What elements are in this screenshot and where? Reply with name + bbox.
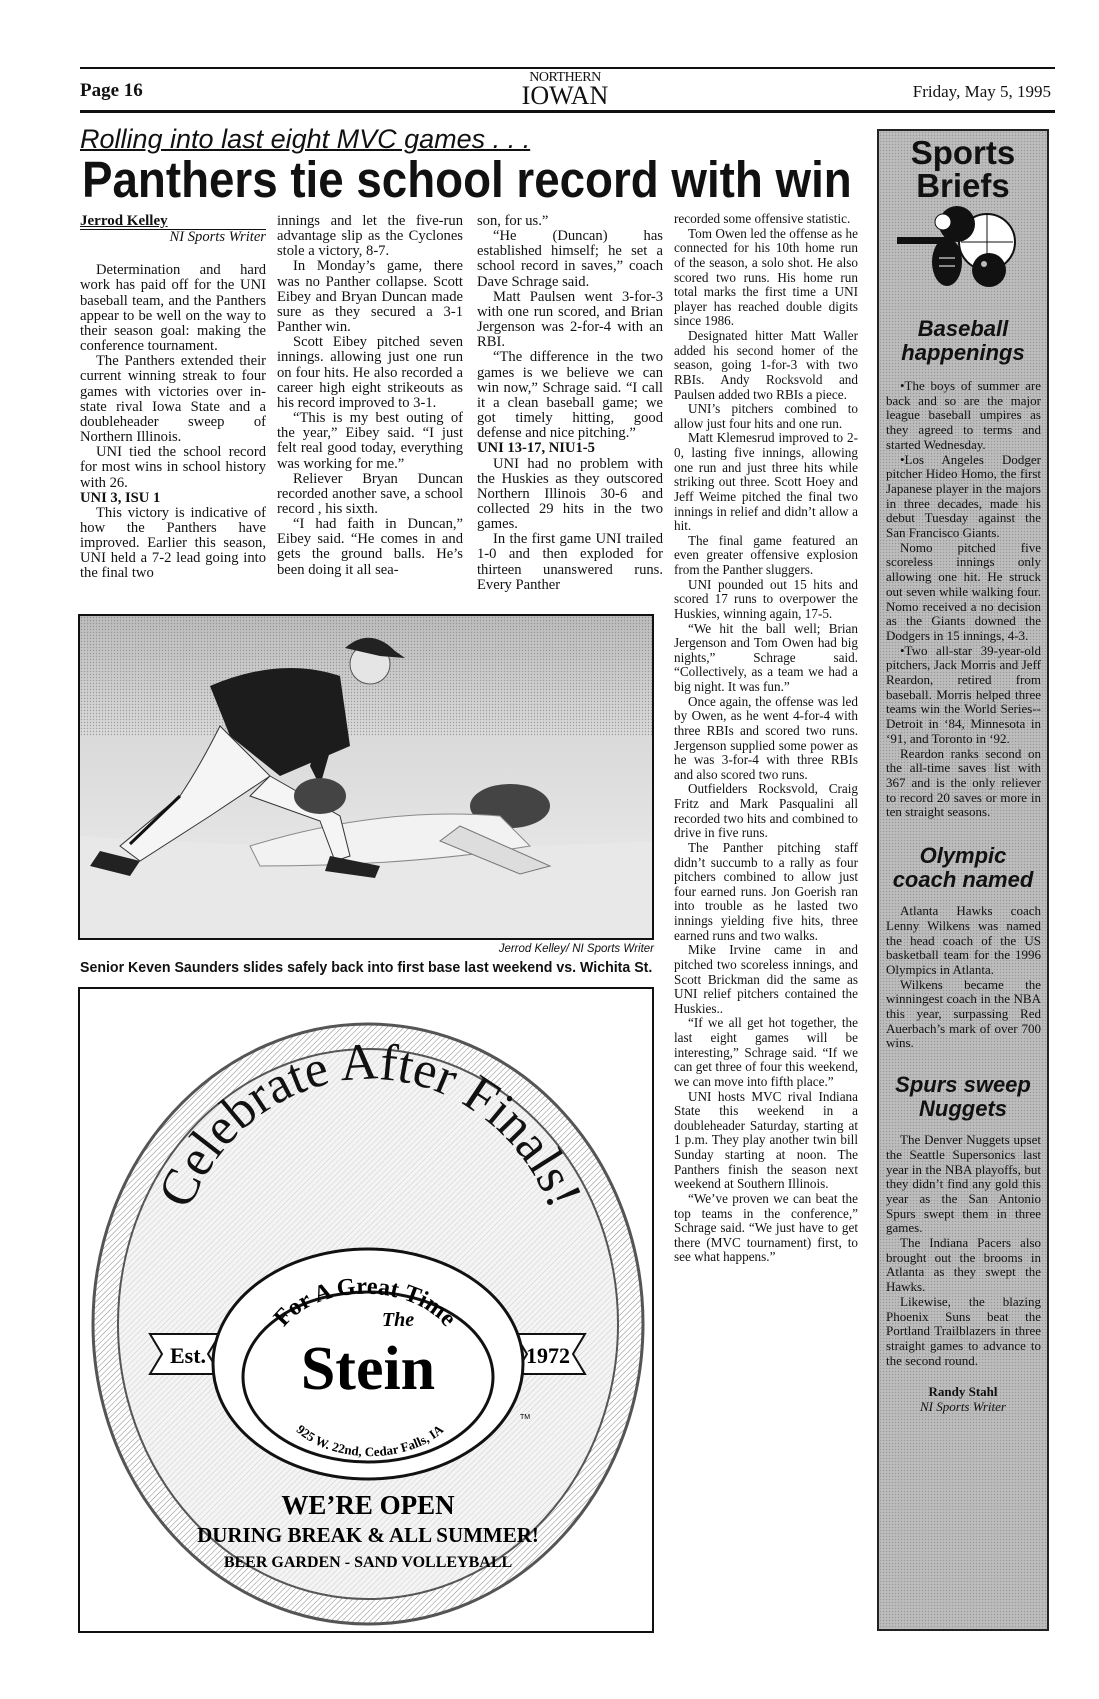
ad-summer: DURING BREAK & ALL SUMMER!: [197, 1523, 539, 1547]
brief-paragraph: Wilkens became the winningest coach in the NBA this year, surpassing Red Auerbach’s mark of over 700 wins.: [886, 976, 1041, 1051]
brief-body: [879, 904, 1047, 1051]
briefs-title-line1: Sports: [910, 134, 1016, 171]
article-column-3: [477, 214, 663, 624]
brief-paragraph: Nomo pitched five scoreless innings only allowing one hit. He struck out seven while walking four. Nomo received a no decision as the Giants downed the Dodgers in 15 innings, 4-3.: [886, 539, 1041, 643]
brief-paragraph: Likewise, the blazing Phoenix Suns beat the Portland Trailblazers in three straight games to advance to the second round.: [886, 1293, 1041, 1368]
brief-paragraph: Atlanta Hawks coach Lenny Wilkens was named the head coach of the US basketball team for the 1996 Olympics in Atlanta.: [886, 903, 1041, 977]
article-column-1: [80, 214, 266, 624]
article-headline: Panthers tie school record with win: [82, 151, 852, 208]
paragraph: The Panthers extended their current winning streak to four games with victories over in-state rival Iowa State and a doubleheader sweep of Northern Illinois.: [80, 353, 266, 446]
paragraph: Matt Paulsen went 3-for-3 with one run scored, and Brian Jergenson was 2-for-4 with an RBI.: [477, 288, 663, 351]
article-column-2: [277, 214, 463, 624]
byline-name: Jerrod Kelley: [80, 214, 168, 229]
brief-heading-spurs: [879, 1073, 1047, 1121]
ad-name: Stein: [300, 1335, 436, 1403]
photo-credit: Jerrod Kelley/ NI Sports Writer: [498, 943, 654, 955]
brief-paragraph: The Denver Nuggets upset the Seattle Supersonics last year in the NBA playoffs, but they didn’t find any gold this year as the San Antonio Spurs swept them in three games.: [886, 1132, 1041, 1236]
paragraph: innings and let the five-run advantage slip as the Cyclones stole a victory, 8-7.: [277, 214, 463, 260]
briefs-title: [879, 136, 1047, 202]
brief-paragraph: Reardon ranks second on the all-time saves list with 367 and is the only reliever to record 20 saves or more in ten straight seasons.: [886, 745, 1041, 820]
sports-balls-icon: [879, 202, 1047, 294]
top-rule: [80, 67, 1055, 69]
paragraph: Matt Klemesrud improved to 2-0, lasting five innings, allowing one run and just three hits while striking out three. Scott Hoey and Jeff Weime pitched the final two innings in relief and didn’t allow a hit.: [674, 430, 858, 534]
paragraph: UNI hosts MVC rival Indiana State this weekend in a doubleheader Saturday, starting at 1 p.m. They play another twin bill Sunday starting at noon. The Panthers finish the season next weekend at Southern Illinois.: [674, 1088, 858, 1192]
paragraph: “If we all get hot together, the last eight games will be interesting,” Schrage said. “If we can get three of four this weekend, we can move into fifth place.”: [674, 1015, 858, 1089]
heading-line: coach named: [892, 867, 1034, 893]
paragraph: Once again, the offense was led by Owen, as he went 4-for-4 with three RBIs and scored two runs. Jergenson supplied some power as he was 3-for-4 with three RBIs and also scored two runs.: [674, 693, 858, 782]
ad-trademark: TM: [520, 1414, 531, 1421]
subhead-score: UNI 3, ISU 1: [80, 489, 161, 506]
heading-line: Nuggets: [919, 1096, 1007, 1122]
issue-date: Friday, May 5, 1995: [912, 82, 1051, 101]
paragraph: In Monday’s game, there was no Panther collapse. Scott Eibey and Bryan Duncan made sure as they secured a 3-1 Panther win.: [277, 258, 463, 336]
brief-heading-baseball: [879, 317, 1047, 365]
paragraph: Scott Eibey pitched seven innings. allowing just one run on four hits. He also recorded a career high eight strikeouts as his record improved to 3-1.: [277, 334, 463, 411]
page-number: Page 16: [80, 80, 143, 101]
brief-paragraph: •Two all-star 39-year-old pitchers, Jack Morris and Jeff Reardon, retired from baseball. Morris helped three teams win the World Series--Detroit in ‘84, Minnesota in ‘91, and Toronto in ‘92.: [886, 642, 1041, 746]
masthead-logo: [505, 71, 625, 109]
paragraph: Designated hitter Matt Waller added his second homer of the season, going 1-for-3 with two RBIs. Andy Rocksvold and Paulsen added two RBIs a piece.: [674, 328, 858, 402]
paragraph: “This is my best outing of the year,” Eibey said. “I just felt real good today, everything was working for me.”: [277, 410, 463, 472]
sports-briefs-sidebar: [877, 129, 1049, 1631]
ad-artwork: [80, 989, 654, 1633]
heading-line: happenings: [901, 340, 1025, 365]
byline-role: NI Sports Writer: [80, 229, 266, 245]
heading-line: Olympic: [919, 843, 1007, 869]
paragraph: In the first game UNI trailed 1-0 and then exploded for thirteen unanswered runs. Every Panther: [477, 531, 663, 593]
paragraph: UNI tied the school record for most wins in school history with 26.: [80, 444, 266, 491]
paragraph: Reliever Bryan Duncan recorded another save, a school record , his sixth.: [277, 470, 463, 517]
stein-advertisement: [78, 987, 654, 1633]
brief-paragraph: The Indiana Pacers also brought out the brooms in Atlanta as they swept the Hawks.: [886, 1235, 1041, 1295]
paragraph: Outfielders Rocksvold, Craig Fritz and Mark Pasqualini all recorded two hits and combined to drive in five runs.: [674, 781, 858, 841]
ad-banner: For A Great Time: [268, 1273, 462, 1332]
ad-arc-text: Celebrate After Finals!: [147, 1033, 593, 1216]
heading-line: Spurs sweep: [895, 1072, 1031, 1098]
ad-year: 1972: [526, 1343, 570, 1368]
briefs-author-role: NI Sports Writer: [920, 1399, 1006, 1415]
header-rule: [80, 110, 1055, 113]
paragraph: “The difference in the two games is we believe we can win now,” Schrage said. “I call it a clean baseball game; we got timely hitting, good defense and nice pitching.”: [477, 349, 663, 442]
paragraph: Determination and hard work has paid off for the UNI baseball team, and the Panthers appear to be well on the way to their season goal: making the conference tournament.: [80, 262, 266, 355]
paragraph: “I had faith in Duncan,” Eibey said. “He comes in and gets the ground balls. He’s been doing it all sea-: [277, 516, 463, 578]
paragraph: UNI’s pitchers combined to allow just four hits and one run.: [674, 401, 858, 431]
brief-paragraph: •The boys of summer are back and so are the major league baseball umpires as they agreed to terms and started Wednesday.: [886, 378, 1041, 452]
paragraph: The final game featured an even greater offensive explosion from the Panther sluggers.: [674, 532, 858, 577]
paragraph: recorded some offensive statistic.: [674, 211, 851, 226]
brief-heading-olympic: [879, 844, 1047, 892]
paragraph: Mike Irvine came in and pitched two scoreless innings, and Scott Brickman did the same as UNI relief pitchers contained the Huskies..: [674, 942, 858, 1016]
photo-image: [80, 616, 654, 940]
subhead-score: UNI 13-17, NIU1-5: [477, 440, 595, 457]
ad-name-small: The: [381, 1309, 415, 1331]
paragraph: son, for us.”: [477, 214, 549, 229]
photo-caption: Senior Keven Saunders slides safely back into first base last weekend vs. Wichita St.: [80, 960, 653, 976]
masthead-line2: IOWAN: [521, 81, 609, 110]
paragraph: UNI had no problem with the Huskies as they outscored Northern Illinois 30-6 and collected 29 hits in the two games.: [477, 455, 663, 533]
brief-body: [879, 379, 1047, 820]
paragraph: Tom Owen led the offense as he connected for his 10th home run of the season, a solo shot. He also scored two runs. His home run total marks the first time a UNI player has reached double digits since 1986.: [674, 225, 858, 329]
ad-amenities: BEER GARDEN - SAND VOLLEYBALL: [223, 1554, 513, 1571]
ad-est: Est.: [169, 1343, 207, 1368]
paragraph: “He (Duncan) has established himself; he set a school record in saves,” coach Dave Schrage said.: [477, 228, 663, 290]
briefs-author: Randy Stahl: [928, 1384, 998, 1400]
masthead-line1: NORTHERN: [529, 70, 601, 85]
paragraph: “We’ve proven we can beat the top teams in the conference,” Schrage said. “We just have to get there (MVC tournament) first, to see what happens.”: [674, 1190, 858, 1265]
heading-line: Baseball: [917, 316, 1009, 341]
baseball-photo: [78, 614, 654, 940]
ad-open: WE’RE OPEN: [281, 1490, 455, 1520]
brief-paragraph: •Los Angeles Dodger pitcher Hideo Homo, the first Japanese player in the majors in three decades, made his debut Tuesday against the San Francisco Giants.: [886, 451, 1041, 541]
paragraph: UNI pounded out 15 hits and scored 17 runs to overpower the Huskies, winning again, 17-5.: [674, 576, 858, 621]
brief-body: [879, 1133, 1047, 1368]
paragraph: The Panther pitching staff didn’t succumb to a rally as four pitchers combined to allow just four earned runs. Jon Goerish ran into trouble as he lasted two innings yielding five hits, three earned runs and two walks.: [674, 839, 858, 943]
ad-address: 925 W. 22nd, Cedar Falls, IA: [293, 1421, 447, 1460]
article-column-4: [674, 212, 858, 1265]
paragraph: “We hit the ball well; Brian Jergenson and Tom Owen had big nights,” Schrage said. “Collectively, as a team we had a big night. It was fun.”: [674, 620, 858, 694]
briefs-title-line2: Briefs: [916, 167, 1010, 204]
paragraph: This victory is indicative of how the Panthers have improved. Earlier this season, UNI held a 7-2 lead going into the final two: [80, 504, 266, 582]
article-kicker: Rolling into last eight MVC games . . .: [80, 124, 531, 154]
